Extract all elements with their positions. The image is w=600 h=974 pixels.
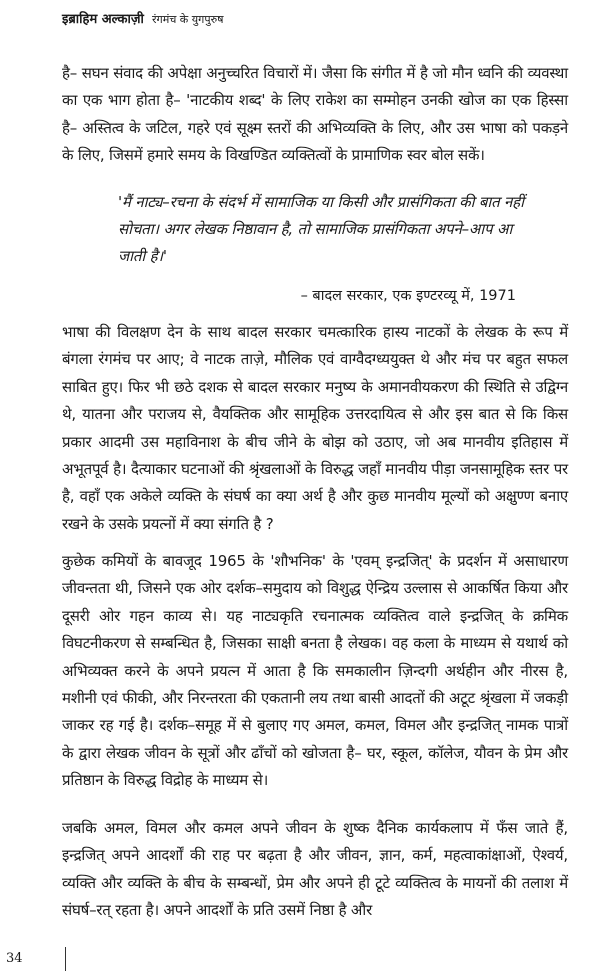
block-quote: 'मैं नाट्य–रचना के संदर्भ में सामाजिक या किसी और प्रासंगिकता की बात नहीं सोचता। अगर लेखक निष्ठावान है, तो सामाजिक प्रासंगिकता अपने–आप आ जाती है।' [118,193,524,265]
page-number: 34 [6,951,23,966]
paragraph-3: कुछेक कमियों के बावजूद 1965 के 'शौभनिक' के 'एवम् इन्द्रजित्' के प्रदर्शन में असाधारण जीवन्तता थी, जिसने एक ओर दर्शक–समुदाय को विशुद्ध ऐन्द्रिय उल्लास से आकर्षित किया और दूसरी ओर गहन काव्य से। यह नाट्यकृति रचनात्मक व्यक्तित्व वाले इन्द्रजित् के क्रमिक विघटनीकरण से सम्बन्धित है, जिसका साक्षी बनता है लेखक। वह कला के माध्यम से यथार्थ को अभिव्यक्त करने के अपने प्रयत्न में आता है कि समकालीन ज़िन्दगी अर्थहीन और नीरस है, मशीनी एवं फीकी, और निरन्तरता की एकतानी लय तथा बासी आदतों की अटूट श्रृंखला में जकड़ी जाकर रह गई है। दर्शक–समूह में से बुलाए गए अमल, कमल, विमल और इन्द्रजित् नामक पात्रों के द्वारा लेखक जीवन के सूत्रों और ढाँचों को खोजता है– घर, स्कूल, कॉलेज, यौवन के प्रेम और प्रतिष्ठान के विरुद्ध विद्रोह के माध्यम से। [62,552,568,790]
running-header [62,11,224,29]
paragraph-4: जबकि अमल, विमल और कमल अपने जीवन के शुष्क दैनिक कार्यकलाप में फँस जाते हैं, इन्द्रजित् अपने आदर्शों की राह पर बढ़ता है और जीवन, ज्ञान, कर्म, महत्वाकांक्षाओं, ऐश्वर्य, व्यक्ति और व्यक्ति के बीच के सम्बन्धों, प्रेम और अपने ही टूटे व्यक्तित्व के मायनों की तलाश में संघर्ष–रत् रहता है। अपने आदर्शों के प्रति उसमें निष्ठा है और [62,819,568,920]
book-subtitle: रंगमंच के युगपुरुष [152,13,224,26]
book-title: इब्राहिम अल्काज़ी [62,12,144,27]
footer-divider [65,947,66,971]
paragraph-2: भाषा की विलक्षण देन के साथ बादल सरकार चमत्कारिक हास्य नाटकों के लेखक के रूप में बंगला रंगमंच पर आए; वे नाटक ताज़े, मौलिक एवं वाग्वैदग्ध्ययुक्त थे और मंच पर बहुत सफल साबित हुए। फिर भी छठे दशक से बादल सरकार मनुष्य के अमानवीयकरण की स्थिति से उद्विग्न थे, यातना और पराजय से, वैयक्तिक और सामूहिक उत्तरदायित्व से और इस बात से कि किस प्रकार आदमी उस महाविनाश के बीच जीने के बोझ को उठाए, जो अब मानवीय इतिहास में अभूतपूर्व है। दैत्याकार घटनाओं की श्रृंखलाओं के विरुद्ध जहाँ मानवीय पीड़ा जनसामूहिक स्तर पर है, वहाँ एक अकेले व्यक्ति के संघर्ष का क्या अर्थ है और कुछ मानवीय मूल्यों को अक्षुण्ण बनाए रखने के उसके प्रयत्नों में क्या संगति है ? [62,323,568,533]
paragraph-1: है– सघन संवाद की अपेक्षा अनुच्चरित विचारों में। जैसा कि संगीत में है जो मौन ध्वनि की व्यवस्था का एक भाग होता है– 'नाटकीय शब्द' के लिए राकेश का सम्मोहन उनकी खोज का एक हिस्सा है– अस्तित्व के जटिल, गहरे एवं सूक्ष्म स्तरों की अभिव्यक्ति के लिए, और उस भाषा को पकड़ने के लिए, जिसमें हमारे समय के विखण्डित व्यक्तित्वों के प्रामाणिक स्वर बोल सकें। [62,64,568,165]
quote-attribution: – बादल सरकार, एक इण्टरव्यू में, 1971 [300,288,516,304]
